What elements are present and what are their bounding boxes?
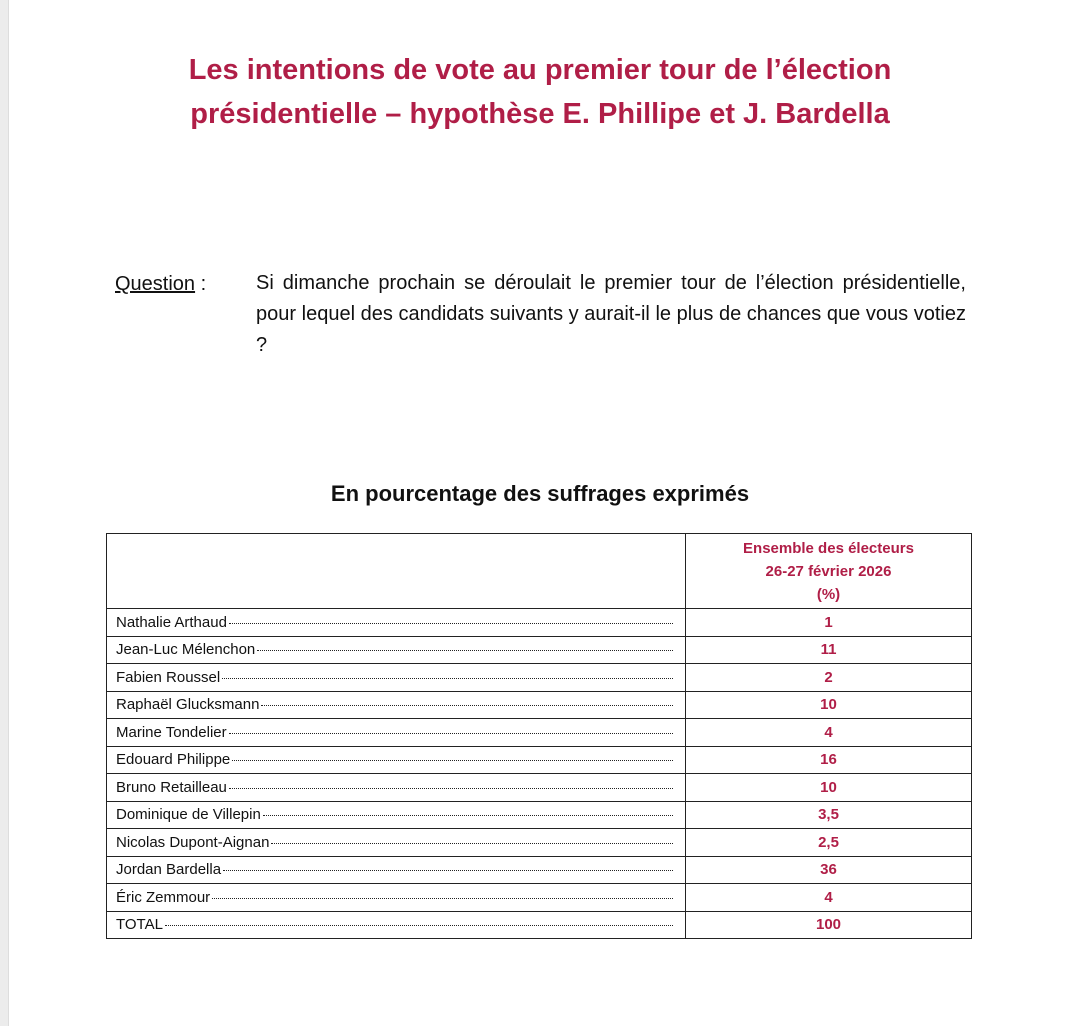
header-line-2: 26-27 février 2026 bbox=[765, 562, 892, 580]
table-row bbox=[107, 664, 972, 692]
vote-percentage: 100 bbox=[686, 911, 972, 939]
candidate-name-wrap bbox=[116, 669, 673, 686]
vote-percentage: 10 bbox=[686, 774, 972, 802]
question-label-text: Question bbox=[115, 273, 196, 295]
candidate-name: Marine Tondelier bbox=[116, 723, 227, 741]
candidate-name-wrap bbox=[116, 806, 673, 823]
table-row bbox=[107, 911, 972, 939]
leader-dots bbox=[223, 870, 673, 871]
leader-dots bbox=[229, 733, 673, 734]
leader-dots bbox=[271, 843, 673, 844]
candidate-name: Edouard Philippe bbox=[116, 751, 231, 769]
table-row bbox=[107, 609, 972, 637]
candidate-name-cell bbox=[107, 911, 686, 939]
leader-dots bbox=[232, 760, 673, 761]
candidate-name-wrap bbox=[116, 614, 673, 631]
page-edge bbox=[0, 0, 9, 1026]
candidate-name-cell bbox=[107, 774, 686, 802]
table-row bbox=[107, 746, 972, 774]
header-line-3: (%) bbox=[816, 585, 841, 603]
vote-percentage: 4 bbox=[686, 719, 972, 747]
candidate-name: Nicolas Dupont-Aignan bbox=[116, 833, 270, 851]
vote-percentage: 10 bbox=[686, 691, 972, 719]
candidate-name-wrap bbox=[116, 724, 673, 741]
header-line-1: Ensemble des électeurs bbox=[743, 539, 914, 557]
candidate-name: Bruno Retailleau bbox=[116, 778, 227, 796]
results-table bbox=[106, 533, 972, 939]
leader-dots bbox=[263, 815, 673, 816]
candidate-name-cell bbox=[107, 636, 686, 664]
candidate-name: Raphaël Glucksmann bbox=[116, 696, 260, 714]
candidate-name-cell bbox=[107, 664, 686, 692]
table-row bbox=[107, 719, 972, 747]
leader-dots bbox=[222, 678, 673, 679]
vote-percentage: 11 bbox=[686, 636, 972, 664]
candidate-name-cell bbox=[107, 691, 686, 719]
header-blank-cell bbox=[107, 534, 686, 609]
leader-dots bbox=[229, 788, 673, 789]
table-row bbox=[107, 691, 972, 719]
candidate-name: Dominique de Villepin bbox=[116, 806, 261, 824]
candidate-name-wrap bbox=[116, 889, 673, 906]
question-text: Si dimanche prochain se déroulait le premier tour de l’élection présidentielle, pour lequel des candidats suivants y aurait-il le plus de chances que vous votiez ? bbox=[256, 272, 966, 356]
table-body bbox=[107, 609, 972, 939]
candidate-name-cell bbox=[107, 884, 686, 912]
candidate-name-cell bbox=[107, 719, 686, 747]
header-electorate-cell bbox=[686, 534, 972, 609]
vote-percentage: 1 bbox=[686, 609, 972, 637]
candidate-name: Nathalie Arthaud bbox=[116, 613, 227, 631]
table-row bbox=[107, 636, 972, 664]
table-row bbox=[107, 884, 972, 912]
candidate-name: TOTAL bbox=[116, 916, 163, 934]
leader-dots bbox=[212, 898, 673, 899]
table-row bbox=[107, 801, 972, 829]
vote-percentage: 4 bbox=[686, 884, 972, 912]
candidate-name-wrap bbox=[116, 696, 673, 713]
candidate-name-wrap bbox=[116, 641, 673, 658]
vote-percentage: 16 bbox=[686, 746, 972, 774]
table-row bbox=[107, 774, 972, 802]
vote-percentage: 36 bbox=[686, 856, 972, 884]
question-label bbox=[115, 268, 206, 300]
candidate-name-wrap bbox=[116, 861, 673, 878]
vote-percentage: 3,5 bbox=[686, 801, 972, 829]
candidate-name-wrap bbox=[116, 751, 673, 768]
question-label-colon: : bbox=[195, 273, 207, 295]
candidate-name: Éric Zemmour bbox=[116, 888, 211, 906]
leader-dots bbox=[257, 650, 673, 651]
leader-dots bbox=[261, 705, 673, 706]
candidate-name-cell bbox=[107, 609, 686, 637]
candidate-name-cell bbox=[107, 801, 686, 829]
candidate-name: Jean-Luc Mélenchon bbox=[116, 641, 256, 659]
candidate-name-wrap bbox=[116, 779, 673, 796]
vote-percentage: 2,5 bbox=[686, 829, 972, 857]
page-title-line-1: Les intentions de vote au premier tour de l’élection bbox=[188, 54, 892, 86]
candidate-name: Jordan Bardella bbox=[116, 861, 222, 879]
candidate-name-cell bbox=[107, 746, 686, 774]
vote-percentage: 2 bbox=[686, 664, 972, 692]
leader-dots bbox=[229, 623, 673, 624]
candidate-name-cell bbox=[107, 856, 686, 884]
page-title-line-2: présidentielle – hypothèse E. Phillipe et J. Bardella bbox=[190, 98, 890, 130]
table-row bbox=[107, 856, 972, 884]
leader-dots bbox=[165, 925, 673, 926]
table-subtitle: En pourcentage des suffrages exprimés bbox=[330, 481, 750, 506]
candidate-name: Fabien Roussel bbox=[116, 668, 221, 686]
table-header-row bbox=[107, 534, 972, 609]
candidate-name-wrap bbox=[116, 834, 673, 851]
candidate-name-wrap bbox=[116, 916, 673, 933]
table-row bbox=[107, 829, 972, 857]
candidate-name-cell bbox=[107, 829, 686, 857]
